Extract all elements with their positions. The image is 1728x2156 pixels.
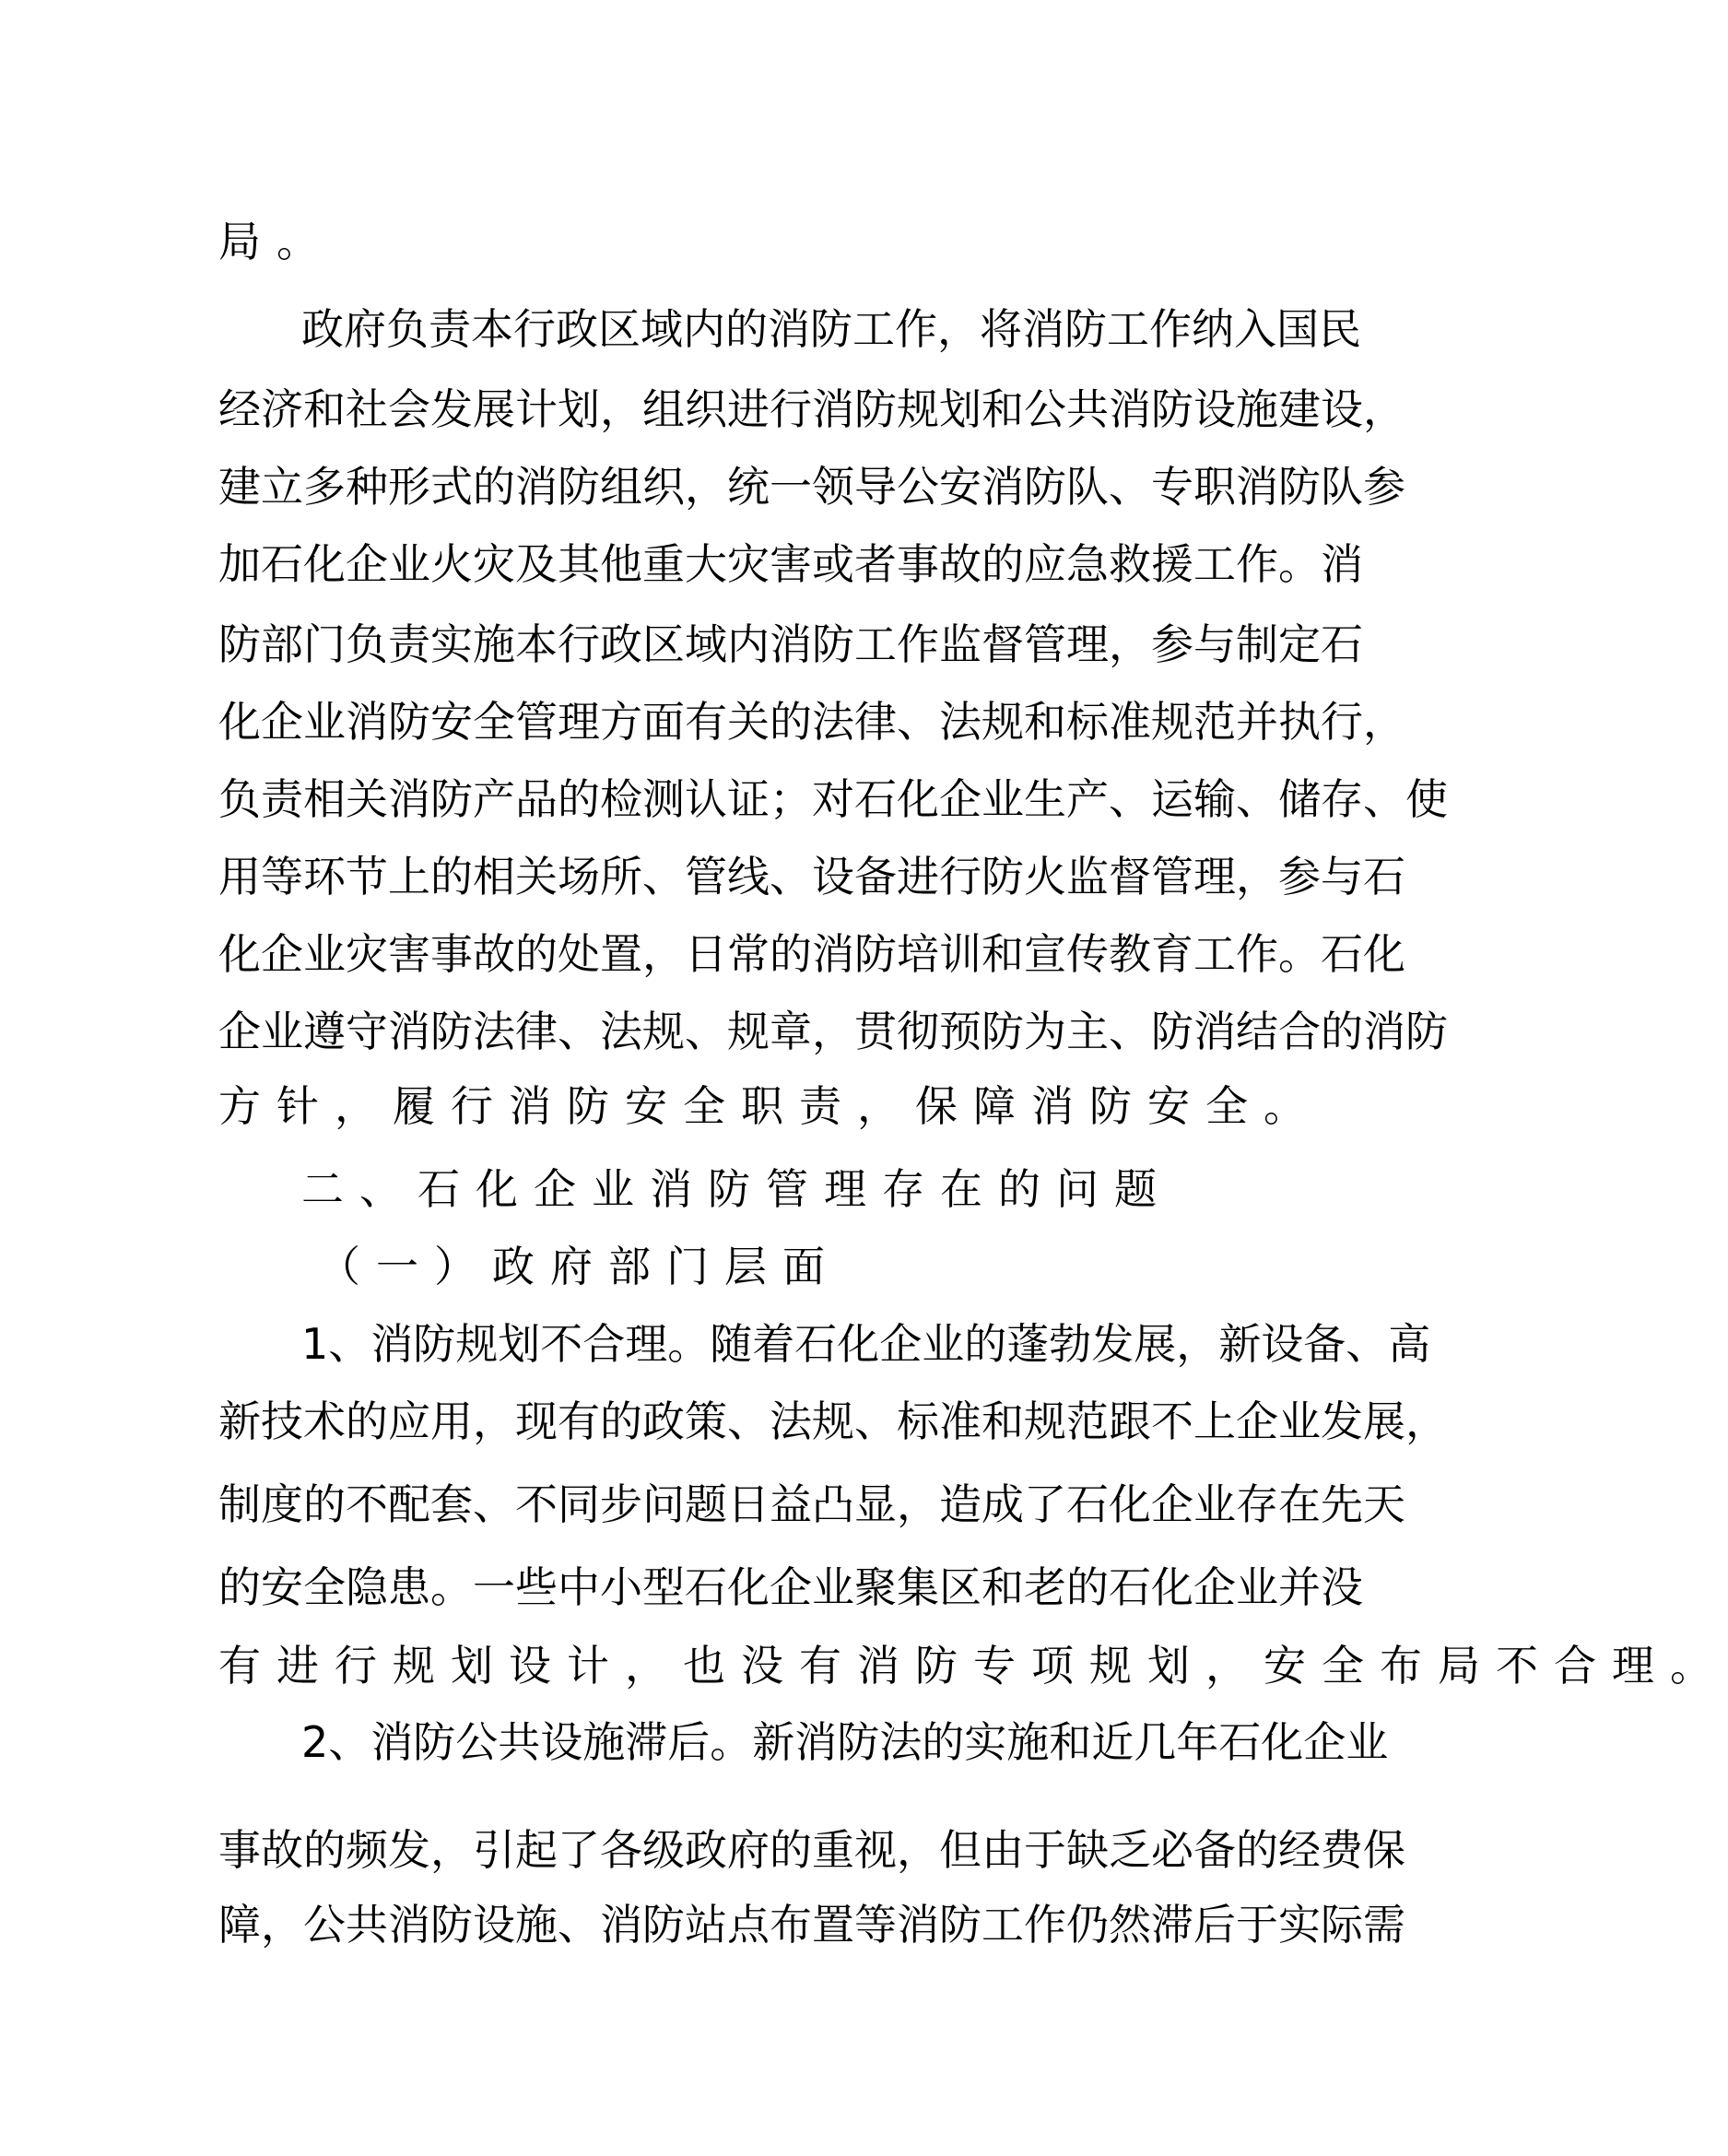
text-line: 经济和社会发展计划，组织进行消防规划和公共消防设施建设，: [218, 384, 1405, 434]
text-line: 企业遵守消防法律、法规、规章，贯彻预防为主、防消结合的消防: [218, 1007, 1448, 1056]
text-line: 1、消防规划不合理。随着石化企业的蓬勃发展，新设备、高: [301, 1319, 1431, 1369]
text-line: （一）政府部门层面: [318, 1242, 840, 1291]
text-line: 政府负责本行政区域内的消防工作，将消防工作纳入国民: [301, 304, 1361, 354]
text-line: 局。: [218, 217, 335, 266]
text-line: 方针，履行消防安全职责，保障消防安全。: [218, 1081, 1322, 1131]
text-line: 事故的频发，引起了各级政府的重视，但由于缺乏必备的经费保: [218, 1825, 1405, 1875]
text-line: 有进行规划设计，也没有消防专项规划，安全布局不合理。: [218, 1641, 1728, 1691]
text-line: 用等环节上的相关场所、管线、设备进行防火监督管理，参与石: [218, 852, 1405, 901]
text-line: 障，公共消防设施、消防站点布置等消防工作仍然滞后于实际需: [218, 1900, 1405, 1950]
text-line: 化企业消防安全管理方面有关的法律、法规和标准规范并执行，: [218, 697, 1405, 747]
text-line: 的安全隐患。一些中小型石化企业聚集区和老的石化企业并没: [218, 1562, 1363, 1612]
text-line: 2、消防公共设施滞后。新消防法的实施和近几年石化企业: [301, 1717, 1389, 1767]
text-line: 新技术的应用，现有的政策、法规、标准和规范跟不上企业发展，: [218, 1396, 1448, 1446]
text-line: 建立多种形式的消防组织，统一领导公安消防队、专职消防队参: [218, 462, 1405, 512]
text-line: 化企业灾害事故的处置，日常的消防培训和宣传教育工作。石化: [218, 929, 1405, 979]
text-line: 二、石化企业消防管理存在的问题: [301, 1164, 1172, 1214]
text-line: 制度的不配套、不同步问题日益凸显，造成了石化企业存在先天: [218, 1479, 1405, 1529]
text-line: 加石化企业火灾及其他重大灾害或者事故的应急救援工作。消: [218, 539, 1363, 589]
text-line: 负责相关消防产品的检测认证；对石化企业生产、运输、储存、使: [218, 774, 1448, 824]
text-line: 防部门负责实施本行政区域内消防工作监督管理，参与制定石: [218, 619, 1363, 669]
